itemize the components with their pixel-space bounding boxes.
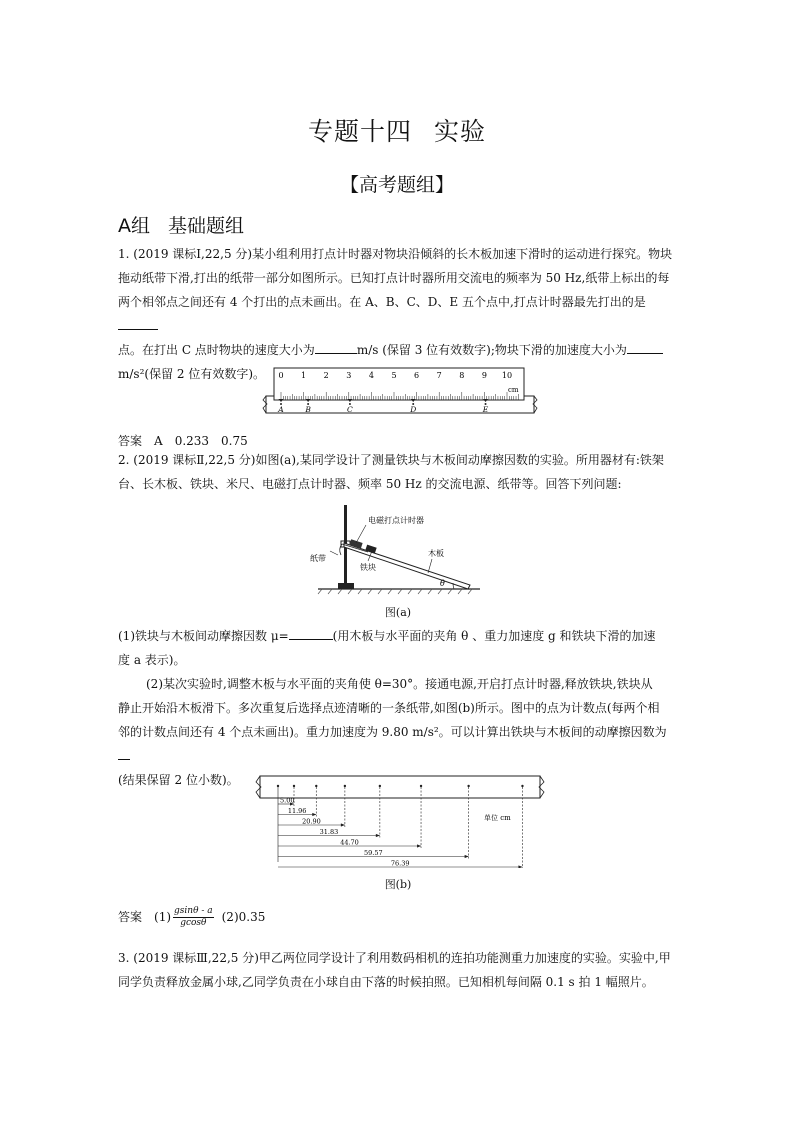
tape-b-arrow: [417, 844, 421, 847]
q2-answer: [118, 906, 277, 929]
tape-b-value-label: 20.90: [302, 817, 321, 826]
answer-blank-1: [118, 317, 158, 330]
tape-point-label: C: [347, 405, 353, 414]
section-heading: [118, 211, 244, 238]
q1-answer-label: 答案: [118, 434, 143, 448]
paper-tape-b: [260, 776, 540, 798]
tape-b-dot: [344, 785, 346, 787]
title-part1: 专题十四: [307, 117, 412, 146]
tape-b-arrow: [465, 855, 469, 858]
label-block: 铁块: [360, 563, 376, 572]
ruler-tick-label: 10: [501, 371, 513, 380]
ruler-tick-label: 4: [368, 371, 374, 380]
q1-line-4a: 点。在打出 C 点时物块的速度大小为: [118, 343, 315, 357]
title-part2: 实验: [434, 117, 487, 146]
q2-answer-1-prefix: (1): [154, 910, 172, 924]
q1-line-5: m/s²(保留 2 位有效数字)。: [118, 367, 266, 381]
q1-answer: [118, 432, 260, 449]
q3-line-2: 同学负责释放金属小球,乙同学负责在小球自由下落的时候拍照。已知相机每间隔 0.1 s 拍 1 幅照片。: [118, 975, 654, 989]
label-tape: 纸带: [310, 554, 326, 563]
question-1: [118, 242, 678, 386]
tape-b-value-label: 44.70: [340, 838, 359, 847]
q2-p1-line-2: 度 a 表示)。: [118, 653, 186, 667]
q1-line-2: 拖动纸带下滑,打出的纸带一部分如图所示。已知打点计时器所用交流电的频率为 50 Hz,纸带上标出的每: [118, 271, 670, 285]
tape-b-dot: [293, 785, 295, 787]
figure-a-caption: 图(a): [384, 606, 412, 619]
q2-p2-line-1: (2)某次实验时,调整木板与水平面的夹角使 θ=30°。接通电源,开启打点计时器,释放铁块,铁块从: [146, 677, 653, 691]
section-label: A组: [118, 215, 150, 237]
tape-b-origin-dot: [277, 785, 279, 787]
q2-p2-line-4: (结果保留 2 位小数)。: [118, 773, 239, 787]
q2-line-2: 台、长木板、铁块、米尺、电磁打点计时器、频率 50 Hz 的交流电源、纸带等。回答下列问题:: [118, 477, 622, 491]
tape-b-value-label: 31.83: [319, 828, 339, 836]
figure-b-caption: 图(b): [384, 878, 412, 891]
ruler-tick-label: 2: [323, 371, 329, 380]
q2-p2-line-3: [118, 720, 678, 768]
fraction-denominator: gcosθ: [180, 918, 207, 928]
q2-p1-line-1b: (用木板与水平面的夹角 θ 、重力加速度 g 和铁块下滑的加速: [332, 629, 656, 643]
q1-line-1: 1. (2019 课标Ⅰ,22,5 分)某小组利用打点计时器对物块沿倾斜的长木板加速下滑时的运动进行探究。物块: [118, 247, 673, 261]
ruler-tick-label: 1: [301, 371, 307, 380]
answer-blank-5: [118, 747, 130, 760]
paper-tape-a: [340, 544, 342, 555]
figure-b-tape: [254, 774, 546, 868]
ruler-tick-label: 3: [346, 371, 352, 380]
q2-p2-line-2: 静止开始沿木板滑下。多次重复后选择点迹清晰的一条纸带,如图(b)所示。图中的点为计数点(每两个相: [118, 701, 660, 715]
tape-b-arrow: [312, 813, 316, 816]
q2-line-1: 2. (2019 课标Ⅱ,22,5 分)如图(a),某同学设计了测量铁块与木板间动摩擦因数的实验。所用器材有:铁架: [118, 453, 664, 467]
answer-blank-2: [315, 341, 357, 354]
tape-b-value-label: 11.96: [287, 807, 307, 815]
ruler-tick-label: 7: [436, 371, 442, 380]
tape-b-value-label: 5.00: [280, 796, 295, 805]
tape-b-arrow: [376, 834, 380, 837]
q1-answer-2: 0.233: [174, 434, 210, 448]
ruler-tick-label: 9: [481, 371, 487, 380]
tape-point-label: A: [278, 405, 284, 414]
tape-point-label: E: [482, 405, 489, 414]
question-2-part-1: [118, 624, 678, 672]
tape-b-dot: [315, 785, 317, 787]
tape-point-label: D: [410, 405, 417, 414]
ruler-tick-label: 5: [391, 371, 397, 380]
q1-line-3: [118, 290, 678, 338]
ruler-tick-label: 8: [459, 371, 465, 380]
ruler-tick-label: 6: [414, 371, 420, 380]
q2-answer-label: 答案: [118, 910, 143, 924]
q1-line-4: [118, 338, 678, 362]
ruler-figure: [262, 366, 538, 422]
tape-b-dot: [467, 785, 469, 787]
q3-line-1: 3. (2019 课标Ⅲ,22,5 分)甲乙两位同学设计了利用数码相机的连拍功能测重力加速度的实验。实验中,甲: [118, 951, 671, 965]
page-title: [0, 112, 794, 148]
answer-blank-3: [627, 341, 663, 354]
q2-p2-line-3-text: 邻的计数点间还有 4 个点未画出)。重力加速度为 9.80 m/s²。可以计算出铁块与木板间的动摩擦因数为: [118, 725, 667, 739]
q2-p1-line-1: [118, 624, 678, 648]
label-board: 木板: [428, 549, 444, 558]
tape-b-arrow: [341, 823, 345, 826]
tape-b-dot: [379, 785, 381, 787]
tape-b-value-label: 59.57: [364, 849, 383, 857]
question-2: [118, 448, 678, 496]
tape-b-dot: [420, 785, 422, 787]
tape-point-label: B: [305, 405, 311, 414]
q1-line-4b: m/s (保留 3 位有效数字);物块下滑的加速度大小为: [356, 343, 627, 357]
page-subtitle: 【高考题组】: [339, 174, 454, 196]
fig-b-unit: 单位 cm: [484, 814, 511, 822]
q1-answer-3: 0.75: [221, 434, 248, 448]
tape-b-dot: [521, 785, 523, 787]
q1-answer-1: A: [154, 434, 163, 448]
fraction-numerator: gsinθ - a: [174, 906, 213, 916]
q2-p1-line-1a: (1)铁块与木板间动摩擦因数 μ=: [118, 629, 289, 643]
q1-line-3-text: 两个相邻点之间还有 4 个打出的点未画出。在 A、B、C、D、E 五个点中,打点计时器最先打出的是: [118, 295, 646, 309]
tape-b-value-label: 76.39: [390, 859, 410, 868]
q2-answer-1-fraction: [173, 906, 214, 929]
figure-a-apparatus: [308, 503, 488, 595]
answer-blank-4: [289, 627, 333, 640]
label-timer: 电磁打点计时器: [368, 516, 424, 525]
ruler-tick-label: 0: [278, 371, 284, 380]
question-3: [118, 946, 678, 994]
label-angle: θ: [440, 579, 445, 588]
q2-answer-2: (2)0.35: [221, 910, 266, 924]
ruler-unit: cm: [508, 386, 519, 394]
section-name: 基础题组: [168, 215, 245, 237]
